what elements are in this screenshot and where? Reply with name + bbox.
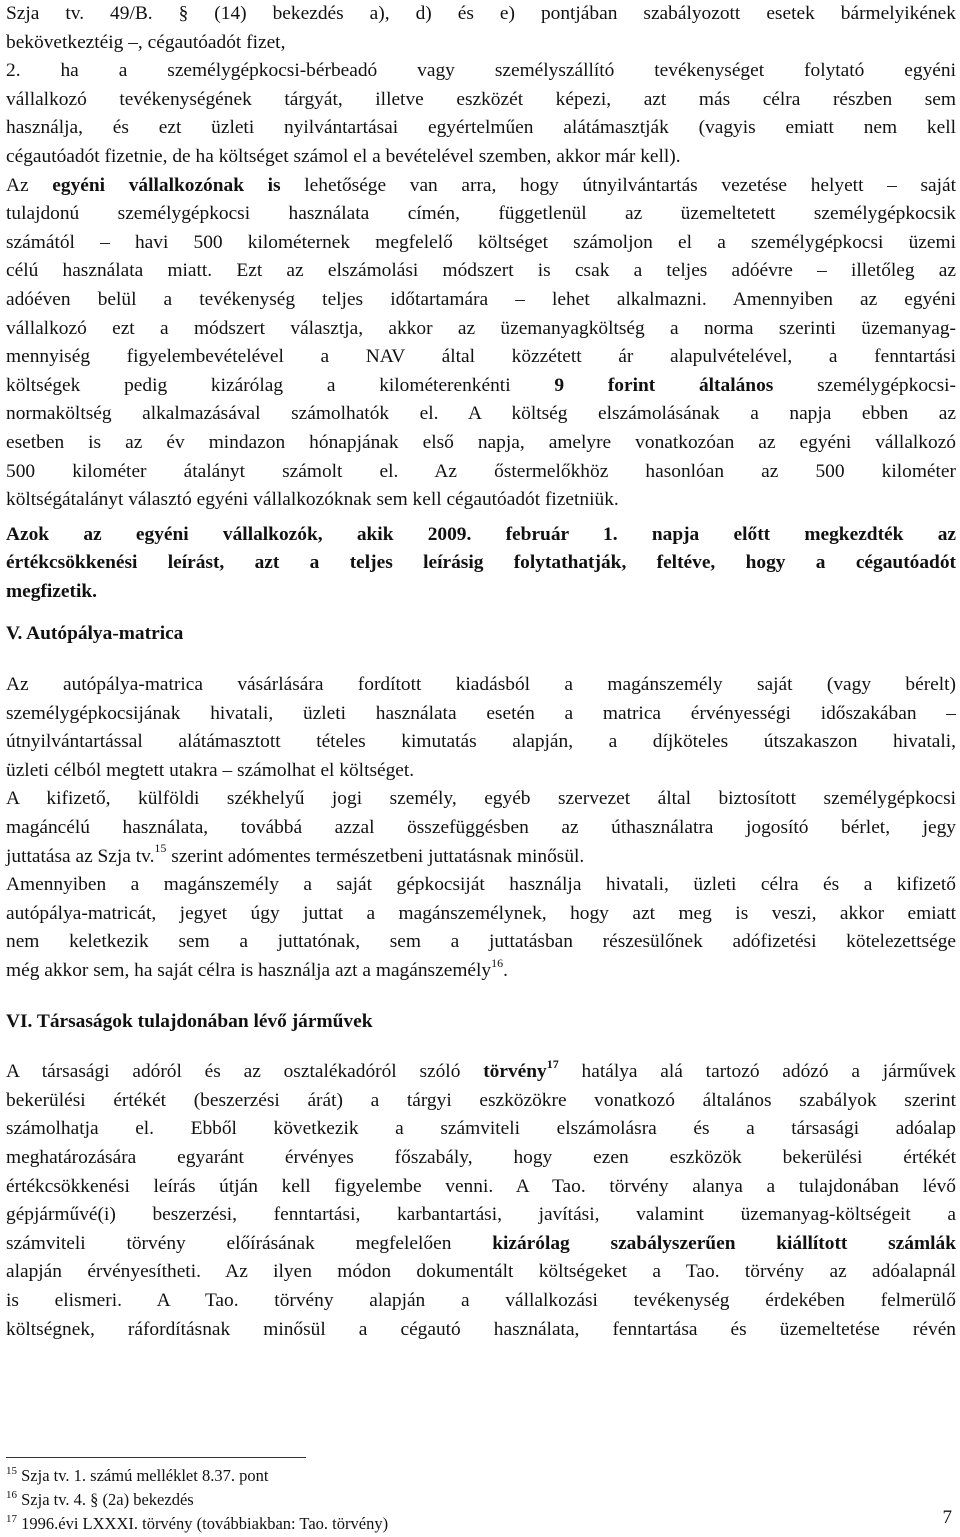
text-line: költségnek, ráfordításnak minősül a cégautó használata, fenntartása és üzemeltetése révén [6, 1318, 956, 1340]
text-line: mennyiség figyelembevételével a NAV által közzétett ár alapulvételével, a fenntartási [6, 346, 956, 368]
footnotes [6, 1464, 946, 1536]
text-line: bekerülési értékét (beszerzési árát) a tárgyi eszközökre vonatkozó általános szabályok szerint [6, 1089, 956, 1111]
text-line: használja, és ezt üzleti nyilvántartásai egyértelműen alátámasztják (vagyis emiatt nem kell [6, 117, 956, 139]
text-line [6, 172, 956, 201]
text-line: útnyilvántartással alátámasztott tételes kimutatás alapján, a díjköteles útszakaszon hivatali, [6, 731, 956, 753]
bold-run: 9 forint általános [554, 374, 774, 396]
text-line: vállalkozó tevékenységének tárgyát, illetve eszközét képezi, azt más célra részben sem [6, 88, 956, 110]
text-line: értékcsökkenési leírás útján kell figyelembe venni. A Tao. törvény alanya a tulajdonában lévő [6, 1175, 956, 1197]
text-line: bekövetkeztéig –, cégautóadót fizet, [6, 31, 286, 53]
bold-paragraph-line: értékcsökkenési leírást, azt a teljes leírásig folytathatják, feltéve, hogy a cégautóadót [6, 552, 956, 574]
text-line: vállalkozó ezt a módszert választja, akkor az üzemanyagköltség a norma szerinti üzemanyag- [6, 317, 956, 339]
text-line: Szja tv. 49/B. § (14) bekezdés a), d) és e) pontjában szabályozott esetek bármelyikének [6, 3, 956, 24]
document-page [6, 0, 956, 1344]
footnote-ref: 15 [154, 841, 167, 856]
page-number: 7 [942, 1507, 952, 1528]
text-line: 500 kilométer átalányt számolt el. Az őstermelőkhöz hasonlóan az 500 kilométer [6, 460, 956, 482]
footnote-text: Szja tv. 1. számú melléklet 8.37. pont [17, 1466, 269, 1485]
text-line: esetben is az év mindazon hónapjának első napja, amelyre vonatkozóan az egyéni vállalkozó [6, 431, 956, 453]
footnote-number: 16 [6, 1488, 17, 1501]
bold-run: törvény [483, 1061, 547, 1083]
section-heading-v: V. Autópálya-matrica [6, 623, 184, 645]
text-line: célú használata miatt. Ezt az elszámolási módszert is csak a teljes adóévre – illetőleg az [6, 260, 956, 282]
text-run: . [503, 960, 508, 981]
text-line [6, 843, 956, 872]
text-line: gépjárművé(i) beszerzési, fenntartási, karbantartási, javítási, valamint üzemanyag-költségeit a [6, 1204, 956, 1226]
text-run: még akkor sem, ha saját célra is használja azt a magánszemély [6, 960, 492, 981]
footnote-ref: 16 [491, 955, 504, 970]
text-line [6, 957, 956, 986]
bold-run: egyéni vállalkozónak is [52, 174, 281, 196]
text-line: alapján érvényesítheti. Az ilyen módon dokumentált költségeket a Tao. törvény az adóalapnál [6, 1261, 956, 1283]
text-line: költségátalányt választó egyéni vállalkozóknak sem kell cégautóadót fizetniük. [6, 489, 619, 511]
text-run: költségek pedig kizárólag a kilométerenkénti [6, 374, 555, 396]
text-line: adóéven belül a tevékenység teljes időtartamára – lehet alkalmazni. Amennyiben az egyéni [6, 288, 956, 310]
text-line: autópálya-matricát, jegyet úgy juttat a magánszemélynek, hogy azt meg is veszi, akkor emiatt [6, 902, 956, 924]
text-line: 2. ha a személygépkocsi-bérbeadó vagy személyszállító tevékenységet folytató egyéni [6, 60, 956, 82]
text-line: számától – havi 500 kilométernek megfelelő költséget számoljon el a személygépkocsi üzemi [6, 231, 956, 253]
text-line: cégautóadót fizetnie, de ha költséget számol el a bevételével szemben, akkor már kell). [6, 145, 681, 167]
footnote [6, 1512, 946, 1536]
text-line: személygépkocsijának hivatali, üzleti használata esetén a matrica érvényességi időszakában – [6, 702, 956, 724]
text-line: számolhatja el. Ebből következik a számviteli elszámolásra és a társasági adóalap [6, 1118, 956, 1140]
footnote-text: 1996.évi LXXXI. törvény (továbbiakban: Tao. törvény) [17, 1514, 389, 1533]
bold-paragraph-line: Azok az egyéni vállalkozók, akik 2009. február 1. napja előtt megkezdték az [6, 523, 956, 545]
text-line: meghatározására egyaránt érvényes főszabály, hogy ezen eszközök bekerülési értékét [6, 1146, 956, 1168]
footnote [6, 1488, 946, 1512]
text-run: személygépkocsi- [773, 374, 957, 396]
text-run: szerint adómentes természetbeni juttatásnak minősül. [166, 845, 585, 867]
text-line: A kifizető, külföldi székhelyű jogi személy, egyéb szervezet által biztosított személygépkocsi [6, 788, 956, 810]
text-run: juttatása az Szja tv. [6, 845, 155, 867]
text-line: magáncélú használata, továbbá azzal összefüggésben az úthasználatra jogosító bérlet, jegy [6, 817, 956, 839]
text-line: nem keletkezik sem a juttatónak, sem a juttatásban részesülőnek adófizetési kötelezettsége [6, 931, 956, 953]
section-heading-vi: VI. Társaságok tulajdonában lévő járművek [6, 1010, 373, 1032]
text-line [6, 1230, 956, 1259]
text-run: hatálya alá tartozó adózó a járművek [558, 1061, 957, 1083]
footnote-ref: 17 [546, 1056, 559, 1071]
bold-run: kizárólag szabályszerűen kiállított számlák [492, 1232, 957, 1254]
text-line: Amennyiben a magánszemély a saját gépkocsiját használja hivatali, üzleti célra és a kifizető [6, 874, 956, 896]
footnote-number: 15 [6, 1464, 17, 1477]
text-line [6, 1058, 956, 1087]
footnote [6, 1464, 946, 1488]
text-line: normaköltség alkalmazásával számolhatók el. A költség elszámolásának a napja ebben az [6, 403, 956, 425]
text-line: is elismeri. A Tao. törvény alapján a vállalkozási tevékenység érdekében felmerülő [6, 1289, 956, 1311]
text-line [6, 372, 956, 401]
text-run: A társasági adóról és az osztalékadóról szóló [6, 1061, 484, 1083]
text-run: számviteli törvény előírásának megfelelően [6, 1232, 493, 1254]
text-line: üzleti célból megtett utakra – számolhat el költséget. [6, 759, 415, 781]
footnote-number: 17 [6, 1512, 17, 1525]
text-run: lehetősége van arra, hogy útnyilvántartás vezetése helyett – saját [280, 174, 957, 196]
text-line: Az autópálya-matrica vásárlására fordított kiadásból a magánszemély saját (vagy bérelt) [6, 674, 956, 696]
text-line: tulajdonú személygépkocsi használata címén, függetlenül az üzemeltetett személygépkocsik [6, 203, 956, 225]
bold-paragraph-line: megfizetik. [6, 580, 97, 602]
text-run: Az [6, 174, 53, 196]
footnote-divider [6, 1457, 306, 1458]
footnote-text: Szja tv. 4. § (2a) bekezdés [17, 1490, 194, 1509]
